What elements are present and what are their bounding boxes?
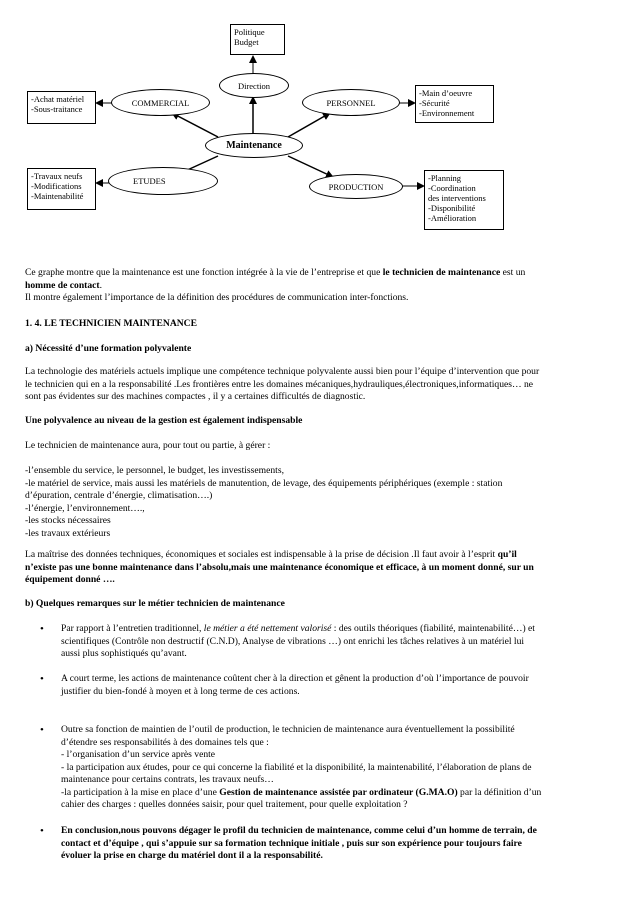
politique-budget-box [230, 24, 285, 55]
para-line: le technicien qui en a la responsabilité .Les frontières entre les domaines mécaniques,hydrauliques,électroniques,informatiques… ne [25, 378, 534, 390]
bullet-text: évoluer la prise en charge du matériel dont il a la responsabilité. [61, 850, 323, 861]
detail-line: -Modifications [31, 181, 82, 191]
detail-line: -Sécurité [419, 98, 450, 108]
maintenance-label: Maintenance [226, 140, 282, 151]
detail-line: des interventions [428, 193, 486, 203]
bullet-bold-gmao: Gestion de maintenance assistée par ordinateur (G.MA.O) [219, 786, 458, 798]
detail-line: -Planning [428, 173, 462, 183]
list-item: -l’énergie, l’environnement…., [25, 502, 145, 514]
bullet-text: maintenance pour certains contrats, les travaux neufs… [61, 774, 274, 785]
intro-text: . [99, 279, 103, 291]
politique-label: Politique [234, 27, 265, 37]
bullet-marker: • [40, 724, 44, 736]
intro-text: est un [500, 267, 526, 278]
detail-line: -Achat matériel [31, 94, 85, 104]
bullet-4 [61, 825, 616, 863]
bullet-text: - l’organisation d’un service après vente [61, 749, 216, 760]
detail-line: -Sous-traitance [31, 104, 83, 114]
commercial-details-box [27, 91, 96, 124]
subsection-b-title: b) Quelques remarques sur le métier technicien de maintenance [25, 598, 285, 609]
etudes-details-box [27, 168, 96, 210]
detail-line: -Disponibilité [428, 203, 476, 213]
bullet-text: justifier du bien-fondé à moyen et à long terme de ces actions. [61, 685, 300, 697]
bullet-text: cahier des charges : quelles données saisir, pour quel traitement, pour quelle exploitation ? [61, 799, 408, 810]
intro-text: Ce graphe montre que la maintenance est une fonction intégrée à la vie de l’entreprise et que [25, 267, 383, 278]
production-oval [309, 174, 403, 199]
para-line: sont pas évidentes sur des machines compactes , il y a certaines difficultés de diagnostic. [25, 391, 366, 402]
maitrise-text: La maîtrise des données techniques, économiques et sociales est indispensable à la prise de décision .Il faut avoir à l’esprit [25, 549, 498, 560]
etudes-oval [108, 167, 218, 195]
list-item: -le matériel de service, mais aussi les matériels de manutention, de levage, des équipements périphériques (exemple : station [25, 477, 503, 489]
gerer-list [25, 465, 615, 540]
maitrise-bold: qu’il [497, 549, 517, 560]
bullet-text: -la participation à la mise en place d’une [61, 786, 220, 798]
maitrise-bold: équipement donné …. [25, 574, 115, 585]
detail-line: -Travaux neufs [31, 171, 83, 181]
bullet-text: aussi plus sophistiqués qu’avant. [61, 648, 187, 659]
detail-line: -Environnement [419, 108, 475, 118]
bullet-italic: le métier a été nettement valorisé [203, 623, 332, 634]
list-item: -l’ensemble du service, le personnel, le budget, les investissements, [25, 465, 284, 476]
commercial-label: COMMERCIAL [131, 97, 190, 108]
para-line: La technologie des matériels actuels implique une compétence technique polyvalente aussi bien pour l’équipe d’intervention que pour [25, 366, 540, 377]
section-title: 1. 4. LE TECHNICIEN MAINTENANCE [25, 318, 198, 329]
maitrise-bold: n’existe pas une bonne maintenance dans l’absolu,mais une maintenance économique et efficace, à un moment donné, sur un [25, 561, 534, 573]
intro-paragraph [25, 267, 615, 305]
bullet-text: contact et d’équipe , qui s’appuie sur sa formation technique initiale , puis sur son expérience pour toujours faire [61, 837, 522, 849]
commercial-oval [111, 89, 210, 116]
maitrise-paragraph [25, 549, 615, 587]
bullet-marker: • [40, 623, 44, 635]
bullet-3 [61, 724, 616, 812]
bullet-marker: • [40, 825, 44, 837]
direction-label: Direction [237, 80, 271, 91]
bullet-text: - la participation aux études, pour ce qui concerne la fiabilité et la disponibilité, la maintenabilité, l’élaboration de plans de [61, 761, 532, 773]
bullet-marker: • [40, 673, 44, 685]
detail-line: -Maintenabilité [31, 191, 84, 201]
bullet-1 [61, 623, 616, 661]
etudes-label: ETUDES [133, 176, 166, 186]
intro-bold-contact: homme de contact [25, 279, 100, 291]
detail-line: -Coordination [428, 183, 476, 193]
list-item: d’épuration, centrale d’énergie, climatisation….) [25, 490, 213, 501]
bullet-text: par la définition d’un [457, 786, 542, 798]
production-details-box [424, 170, 504, 230]
list-item: -les stocks nécessaires [25, 515, 111, 526]
intro-text: Il montre également l’importance de la définition des procédures de communication inter-fonctions. [25, 292, 409, 303]
maintenance-oval [205, 133, 303, 158]
personnel-oval [302, 89, 400, 116]
detail-line: -Main d’oeuvre [419, 88, 473, 98]
production-label: PRODUCTION [328, 181, 384, 192]
polyvalence-title: Une polyvalence au niveau de la gestion est également indispensable [25, 415, 303, 426]
intro-bold-technicien: le technicien de maintenance [382, 267, 501, 278]
personnel-label: PERSONNEL [326, 97, 376, 108]
bullet-text: Par rapport à l’entretien traditionnel, [61, 623, 204, 634]
list-item: -les travaux extérieurs [25, 527, 111, 539]
personnel-details-box [415, 85, 494, 123]
gerer-intro: Le technicien de maintenance aura, pour tout ou partie, à gérer : [25, 440, 271, 451]
detail-line: -Amélioration [428, 213, 477, 223]
subsection-a-title: a) Nécessité d’une formation polyvalente [25, 343, 192, 354]
diagram-arrows [0, 0, 638, 260]
bullet-text: scientifiques (Contrôle non destructif (C.N.D), Analyse de vibrations …) ont enrichi les tâches relatives à un matériel lui [61, 635, 525, 647]
bullet-2 [61, 673, 616, 698]
direction-oval [219, 73, 289, 98]
bullet-text: A court terme, les actions de maintenance coûtent cher à la direction et gênent la production d’où l’importance de pouvoir [61, 673, 529, 684]
para-a [25, 366, 615, 404]
bullet-text: Outre sa fonction de maintien de l’outil de production, le technicien de maintenance aura éventuellement la possibilité [61, 724, 515, 735]
bullet-text: d’étendre ses responsabilités à des domaines tels que : [61, 736, 269, 748]
budget-label: Budget [234, 37, 259, 47]
bullet-text: : des outils théoriques (fiabilité, maintenabilité…) et [331, 623, 535, 634]
bullet-text: En conclusion,nous pouvons dégager le profil du technicien de maintenance, comme celui d’un homme de terrain, de [61, 825, 537, 836]
